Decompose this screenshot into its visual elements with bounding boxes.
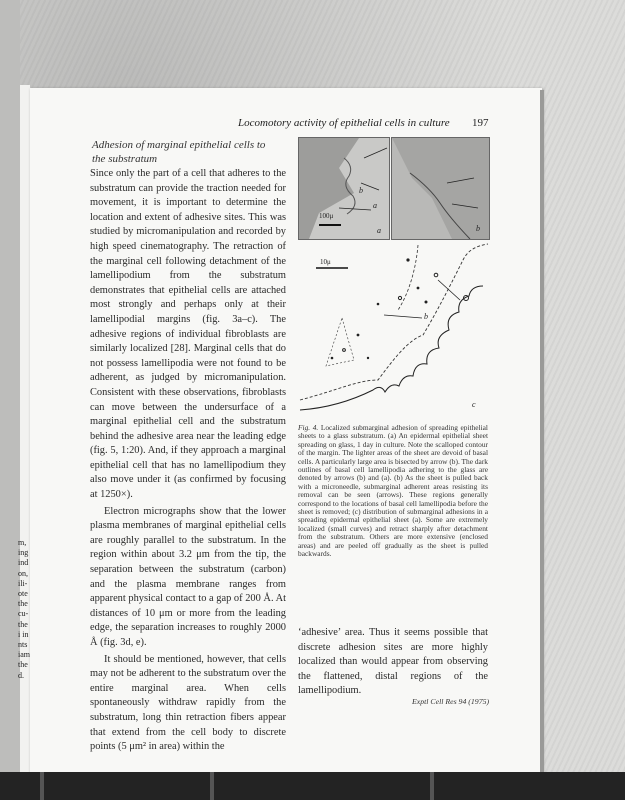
arrow-label-b: b: [359, 186, 363, 195]
paragraph: Since only the part of a cell that adheres to the substratum can provide the traction needed for movement, it is important to determine the location and extent of adhesive sites. This was studied by micromanipulation and recorded by high speed cinematography. The retraction of the marginal cell following detachment of the lamellipodium from the substratum demonstrates that epithelial cells are attached most strongly and perhaps only at their lamellipodial margins (fig. 3a–c). The adhesive regions of individual fibroblasts are similarly localized [28]. Marginal cells that do not possess lamellipodia were not found to be adherent, as judged by micromanipulation. Consistent with these observations, fibroblasts can move between the undersurface of a marginal epithelial cell and the substratum behind the adhesive area near the leading edge (fig. 5, 1:20). And, if they approach a marginal epithelial cell that has no lamellipodium they also move under it (as confirmed by focusing at 1250×).: [90, 168, 286, 501]
panel-label-b: b: [476, 224, 480, 233]
figure-photo-b: [391, 137, 490, 240]
adhesion-map-drawing: [298, 240, 490, 418]
figure-caption: [298, 424, 488, 559]
paragraph: It should be mentioned, however, that cells may not be adherent to the substratum over the entire marginal area. When cells spontaneously withdraw rapidly from the substratum, long thin retraction fibers appear that extend from the cell body to discrete points (5 μm² in area) within the: [90, 653, 286, 753]
left-text-column: [90, 167, 286, 755]
panel-label-a: a: [377, 226, 381, 235]
paragraph: Electron micrographs show that the lower plasma membranes of marginal epithelial cells are roughly parallel to the substratum. In the region within about 3.2 μm from the tip, the separation between the substratum (carbon) and the plasma membrane ranges from apparent physical contact to a gap of 200 Å. At distances of 10 μm or more from the leading edge, the separation increases to roughly 2000 Å (fig. 3d, e).: [90, 505, 286, 648]
caption-label: Fig. 4.: [298, 423, 319, 432]
micrograph-b-image: [392, 138, 489, 239]
journal-footer: Exptl Cell Res 94 (1975): [412, 697, 490, 706]
scanner-bottom-bar: [0, 772, 625, 800]
scale-bar-label: 100μ: [319, 212, 334, 220]
drawing-label-b: b: [424, 312, 428, 321]
right-text-column: [298, 626, 488, 699]
running-title: Locomotory activity of epithelial cells in culture: [238, 117, 450, 129]
figure-drawing-c: [298, 240, 490, 418]
section-heading: Adhesion of marginal epithelial cells to the substratum: [92, 139, 266, 165]
micrograph-a-image: [299, 138, 389, 239]
running-header: [238, 117, 488, 129]
scanner-left-margin: [0, 0, 20, 800]
underlying-page-text: m, ing ind on, ili- ote the cu- the i in nts iam the d.: [18, 538, 30, 680]
arrow-label-a: a: [373, 201, 377, 210]
scale-bar-label-c: 10μ: [320, 258, 331, 266]
caption-text: Localized submarginal adhesion of spreading epithelial sheets to a glass substratum. (a) An epidermal epithelial sheet spreading on glass, 1 day in culture. Note the scalloped contour of the margin. The lighter areas of the sheet are devoid of basal cells. A particularly large area is bisected by arrow (b). The dark outlines of basal cell lamellipodia adhering to the glass are denoted by arrows (b) and (a). (b) As the sheet is pulled back with a microneedle, submarginal adherent areas resisting its removal can be seen (arrows). These regions generally correspond to the locations of basal cell lamellipodia before the sheet is removed; (c) distribution of submarginal adhesions in a spreading epidermal epithelial sheet (a). Some are extremely localized (small curves) and retract sharply after detachment from the substratum. Others are more extensive (enclosed areas) and are peeled off gradually as the sheet is pulled backwards.: [298, 423, 488, 559]
figure-photo-a: [298, 137, 390, 240]
panel-label-c: c: [472, 400, 476, 409]
paragraph-continuation: ‘adhesive’ area. Thus it seems possible that discrete adhesion sites are more highly localized than would appear from observing the flattened, distal regions of the lamellipodium.: [298, 627, 488, 697]
paper-edge-shadow: [540, 90, 544, 776]
page-number: 197: [472, 117, 489, 129]
